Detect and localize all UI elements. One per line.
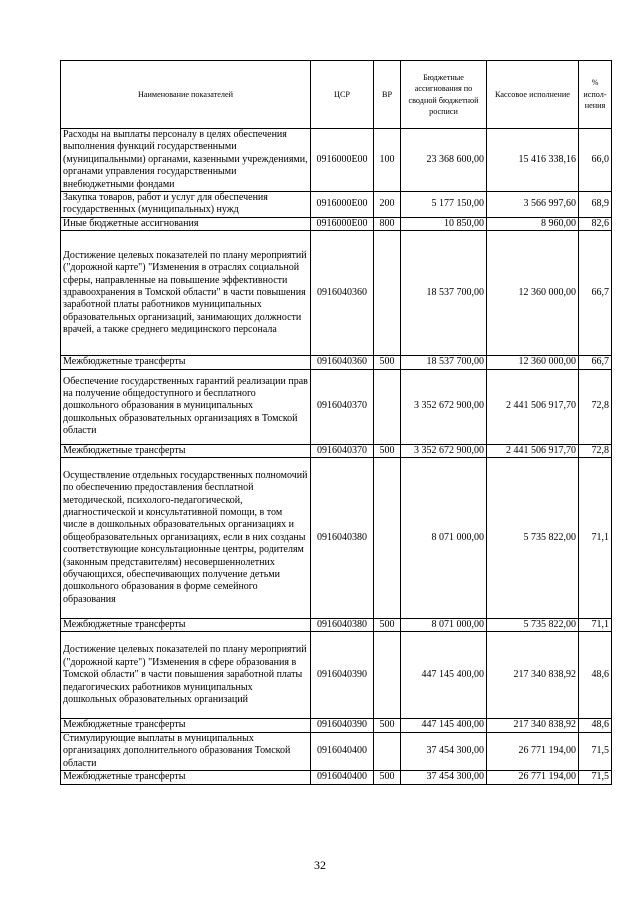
- row-allocations: 3 352 672 900,00: [401, 369, 487, 444]
- row-vr: 500: [374, 356, 401, 369]
- row-name: Обеспечение государственных гарантий реализации прав на получение общедоступного и бесплатного дошкольного образования в муниципальных дошкольных образовательных организациях в Томской области: [61, 369, 311, 444]
- header-execution-percent: % испол-нения: [579, 61, 612, 129]
- row-name: Осуществление отдельных государственных полномочий по обеспечению предоставления бесплатной методической, психолого-педагогической, диагностической и консультативной помощи, в том числе в дошкольных образовательных организациях и общеобразовательных организациях, если в них созданы соответствующие консультационные центры, родителям (законным представителям) несовершеннолетних обучающихся, обеспечивающих получение детьми дошкольного образования в форме семейного образования: [61, 458, 311, 619]
- row-vr: 500: [374, 444, 401, 457]
- row-allocations: 37 454 300,00: [401, 732, 487, 770]
- row-vr: [374, 231, 401, 356]
- table-row: [61, 619, 612, 632]
- row-csr: 0916040370: [311, 369, 374, 444]
- row-cash-execution: 217 340 838,92: [487, 632, 579, 719]
- row-allocations: 5 177 150,00: [401, 192, 487, 218]
- row-cash-execution: 8 960,00: [487, 217, 579, 230]
- table-body: [61, 129, 612, 785]
- header-vr: ВР: [374, 61, 401, 129]
- row-execution-percent: 71,1: [579, 458, 612, 619]
- header-csr: ЦСР: [311, 61, 374, 129]
- row-name: Межбюджетные трансферты: [61, 719, 311, 732]
- row-cash-execution: 12 360 000,00: [487, 231, 579, 356]
- row-cash-execution: 5 735 822,00: [487, 619, 579, 632]
- row-vr: [374, 632, 401, 719]
- row-vr: 100: [374, 129, 401, 192]
- row-csr: 0916000Е00: [311, 129, 374, 192]
- row-name: Межбюджетные трансферты: [61, 771, 311, 784]
- table-row: [61, 217, 612, 230]
- row-allocations: 18 537 700,00: [401, 356, 487, 369]
- row-csr: 0916040400: [311, 732, 374, 770]
- row-execution-percent: 68,9: [579, 192, 612, 218]
- row-execution-percent: 72,8: [579, 444, 612, 457]
- row-csr: 0916000Е00: [311, 217, 374, 230]
- row-name: Достижение целевых показателей по плану мероприятий ("дорожной карте") "Изменения в сфере образования в Томской области" в части повышения заработной платы педагогических работников муниципальных дошкольных образовательных организаций: [61, 632, 311, 719]
- row-allocations: 3 352 672 900,00: [401, 444, 487, 457]
- row-vr: 500: [374, 771, 401, 784]
- row-vr: [374, 732, 401, 770]
- row-vr: 500: [374, 619, 401, 632]
- row-allocations: 447 145 400,00: [401, 719, 487, 732]
- row-cash-execution: 2 441 506 917,70: [487, 444, 579, 457]
- row-cash-execution: 15 416 338,16: [487, 129, 579, 192]
- row-vr: [374, 458, 401, 619]
- row-csr: 0916040400: [311, 771, 374, 784]
- row-allocations: 447 145 400,00: [401, 632, 487, 719]
- row-csr: 0916040360: [311, 356, 374, 369]
- row-cash-execution: 26 771 194,00: [487, 732, 579, 770]
- row-allocations: 23 368 600,00: [401, 129, 487, 192]
- table-header-row: [61, 61, 612, 129]
- table-row: [61, 356, 612, 369]
- row-name: Иные бюджетные ассигнования: [61, 217, 311, 230]
- row-cash-execution: 217 340 838,92: [487, 719, 579, 732]
- budget-table: [60, 60, 612, 785]
- row-allocations: 10 850,00: [401, 217, 487, 230]
- table-row: [61, 231, 612, 356]
- header-cash-execution: Кассовое исполнение: [487, 61, 579, 129]
- row-allocations: 37 454 300,00: [401, 771, 487, 784]
- row-name: Достижение целевых показателей по плану мероприятий ("дорожной карте") "Изменения в отраслях социальной сферы, направленные на повышение эффективности здравоохранения в Томской области" в части повышения заработной платы работников муниципальных образовательных организаций, занимающих должности врачей, а также среднего медицинского персонала: [61, 231, 311, 356]
- page-number: 32: [314, 858, 326, 872]
- row-csr: 0916040380: [311, 619, 374, 632]
- row-execution-percent: 48,6: [579, 719, 612, 732]
- row-name: Межбюджетные трансферты: [61, 356, 311, 369]
- row-csr: 0916040370: [311, 444, 374, 457]
- row-name: Межбюджетные трансферты: [61, 619, 311, 632]
- row-cash-execution: 5 735 822,00: [487, 458, 579, 619]
- table-row: [61, 458, 612, 619]
- row-vr: 500: [374, 719, 401, 732]
- row-execution-percent: 66,0: [579, 129, 612, 192]
- row-cash-execution: 12 360 000,00: [487, 356, 579, 369]
- table-row: [61, 444, 612, 457]
- table-row: [61, 719, 612, 732]
- row-vr: [374, 369, 401, 444]
- row-name: Стимулирующие выплаты в муниципальных организациях дополнительного образования Томской области: [61, 732, 311, 770]
- row-execution-percent: 82,6: [579, 217, 612, 230]
- table-row: [61, 129, 612, 192]
- row-allocations: 8 071 000,00: [401, 619, 487, 632]
- row-name: Закупка товаров, работ и услуг для обеспечения государственных (муниципальных) нужд: [61, 192, 311, 218]
- table-row: [61, 192, 612, 218]
- row-execution-percent: 71,5: [579, 732, 612, 770]
- row-name: Расходы на выплаты персоналу в целях обеспечения выполнения функций государственными (муниципальными) органами, казенными учреждениями, органами управления государственными внебюджетными фондами: [61, 129, 311, 192]
- row-vr: 800: [374, 217, 401, 230]
- row-execution-percent: 48,6: [579, 632, 612, 719]
- row-vr: 200: [374, 192, 401, 218]
- row-execution-percent: 71,5: [579, 771, 612, 784]
- row-cash-execution: 2 441 506 917,70: [487, 369, 579, 444]
- row-csr: 0916040360: [311, 231, 374, 356]
- row-csr: 0916040390: [311, 632, 374, 719]
- row-execution-percent: 66,7: [579, 356, 612, 369]
- row-csr: 0916040390: [311, 719, 374, 732]
- row-execution-percent: 66,7: [579, 231, 612, 356]
- row-execution-percent: 72,8: [579, 369, 612, 444]
- table-row: [61, 369, 612, 444]
- row-allocations: 8 071 000,00: [401, 458, 487, 619]
- table-row: [61, 732, 612, 770]
- table-row: [61, 632, 612, 719]
- row-csr: 0916040380: [311, 458, 374, 619]
- row-cash-execution: 26 771 194,00: [487, 771, 579, 784]
- header-allocations: Бюджетные ассигнования по сводной бюджетной росписи: [401, 61, 487, 129]
- row-cash-execution: 3 566 997,60: [487, 192, 579, 218]
- row-csr: 0916000Е00: [311, 192, 374, 218]
- table-row: [61, 771, 612, 784]
- header-name: Наименование показателей: [61, 61, 311, 129]
- row-name: Межбюджетные трансферты: [61, 444, 311, 457]
- row-execution-percent: 71,1: [579, 619, 612, 632]
- row-allocations: 18 537 700,00: [401, 231, 487, 356]
